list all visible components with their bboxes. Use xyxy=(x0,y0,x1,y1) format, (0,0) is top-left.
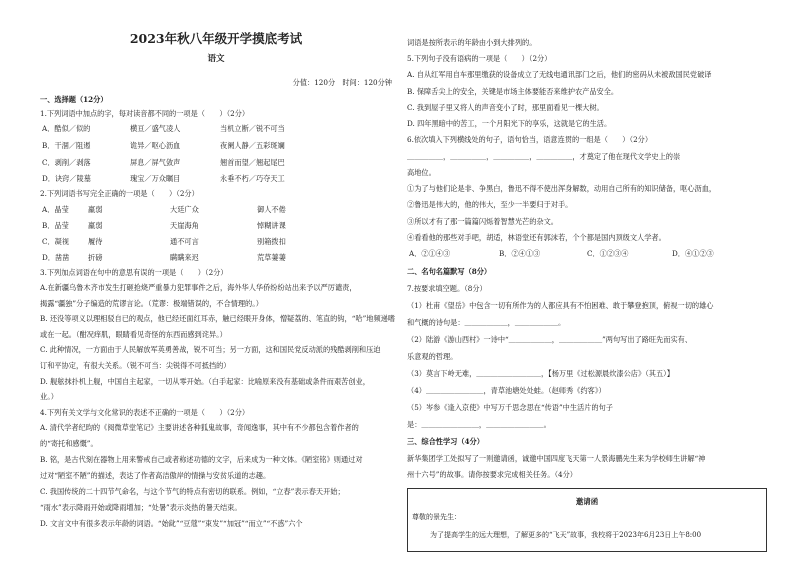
question-stem: 7.按要求填空题。（8分） xyxy=(407,284,487,293)
text-line: C. 我到屋子里又将人的声音变小了时，那里面看见一棵大树。 xyxy=(407,103,604,112)
text-line: D. 文言文中有很多表示年龄的词语。“始龀”“豆蔻”“束发”“加冠”“而立”“不惑”六个 xyxy=(40,519,303,528)
question-stem: 3.下列加点词语在句中的意思有误的一项是（ ）（2分） xyxy=(40,268,228,277)
text-line: ④看看他的那些对手吧，胡适，林语堂还有郭沫若，个个都是国内顶级文人学者。 xyxy=(407,233,666,242)
text-line: ＿＿＿＿＿，＿＿＿＿＿，＿＿＿＿＿，＿＿＿＿＿，才奠定了他在现代文学史上的崇 xyxy=(407,152,681,161)
question-stem: 4.下列有关文学与文化常识的表述不正确的一项是（ ）（2分） xyxy=(40,408,250,417)
invitation-body: 为了提高学生的远大理想，了解更多的“飞天”故事，我校将于2023年6月23日上午8:00 xyxy=(430,531,702,539)
text-line: （2）陆游《游山西村》一诗中“＿＿＿＿＿＿，＿＿＿＿＿＿”两句写出了路旺先而实有、 xyxy=(407,335,693,344)
text-line: A.在新疆乌鲁木齐市发生打砸抢烧严重暴力犯罪事件之后，海外华人华侨纷纷站出来予以严厉谴责， xyxy=(40,283,357,292)
option-row: D．凿凿 折磅 瞒瞒来迟 荒草萋萋 xyxy=(42,253,286,262)
text-line: A. 清代学者纪昀的《阅微草堂笔记》主要讲述各种狐鬼故事，奇闻逸事，其中有不少都包含着作者的 xyxy=(40,423,359,432)
text-line: B. 铭，是古代刻在器物上用来警戒自己或者称述功德的文字，后来成为一种文体。《陋室铭》则通过对 xyxy=(40,455,363,464)
score-time-info: 分值：120分 时间：120分钟 xyxy=(292,78,392,87)
exam-title: 2023年秋八年级开学摸底考试 xyxy=(129,31,303,46)
subject-title: 语文 xyxy=(207,54,225,64)
question-stem: 5.下列句子没有语病的一项是（ ）（2分） xyxy=(407,54,552,63)
text-line: C. 我国传统的二十四节气命名，与这个节气的特点有密切的联系。例如，“立春”表示春天开始； xyxy=(40,487,345,496)
text-line: 乐意观的哲理。 xyxy=(407,352,458,361)
option-row: A．②①④③ B．②④①③ C．①②③④ D．④①②③ xyxy=(409,249,714,258)
text-line: 或在一起。（酣况痒肌，眼睛看见奇怪的东西而感到诧异。） xyxy=(40,330,227,339)
section-heading: 三、综合性学习（4分） xyxy=(407,437,484,446)
text-line: ③所以才有了那一篇篇闪烁着智慧光芒的杂文。 xyxy=(407,217,558,226)
question-stem: 1.下列词语中加点的字，每对读音都不同的一项是（ ）（2分） xyxy=(40,109,250,118)
option-row: B．干涸／阻遏 诡异／呕心沥血 夜阑人静／五彩斑斓 xyxy=(42,141,285,150)
option-row: A．酷似／似的 横亘／盛气凌人 当机立断／锐不可当 xyxy=(42,124,285,133)
option-row: B．品莹 羸弱 天崖海角 悼糊讲课 xyxy=(42,221,286,230)
text-line: D. 四年黑暗中的苦工，一个月阳光下的享乐，这就是它的生活。 xyxy=(407,119,612,128)
text-line: 业。） xyxy=(40,392,58,401)
text-line: 订和平协定，有很大关系。（锐不可当：尖锐得不可抵挡的） xyxy=(40,361,231,370)
text-line: 词语是按所表示的年龄由小到大排列的。 xyxy=(407,38,537,47)
text-line: ①为了与他们论是非、争黑白，鲁迅不得不使出浑身解数，动用自己所有的知识储备，呕心沥血， xyxy=(407,184,717,193)
text-line: C. 此种情况，一方面由于人民解放军英勇善战，锐不可当；另一方面，这和国民党反动派的残酷剥削和压迫 xyxy=(40,345,381,354)
text-line: 和气概的诗句是：＿＿＿＿＿＿，＿＿＿＿＿＿。 xyxy=(407,318,566,327)
text-line: 的“寄托和感慨”。 xyxy=(40,439,98,448)
invitation-box xyxy=(407,488,767,552)
section-heading: 一、选择题（12分） xyxy=(40,95,108,104)
text-line: A. 自从红军用自车那里缴获的设备成立了无线电通讯部门之后，他们的密码从未被敌国民党破译 xyxy=(407,70,712,79)
text-line: 新华集团学工处拟写了一则邀请函，诚邀中国四度飞天第一人景海鹏先生来为学校师生讲解“神 xyxy=(407,454,706,463)
option-row: A．晶莹 羸弱 大廷广众 御人不倦 xyxy=(42,205,286,214)
section-heading: 二、名句名篇默写（8分） xyxy=(407,267,492,276)
text-line: B. 还没等项义以理相驳自已的观点，他已经还面红耳赤，触已经眼开身体，憎疑荔的、笔直的钩，“哈”地频递嗜 xyxy=(40,314,396,323)
text-line: （1）杜甫《望岳》中包含一切有所作为的人都应具有不怕困难、敢于攀登抱顶，俯视一切的雄心 xyxy=(407,301,714,310)
option-row: D．诀窍／陵墓 瑰宝／万众瞩目 永垂不朽／巧夺天工 xyxy=(42,174,285,183)
text-line: 是：＿＿＿＿＿＿＿＿，＿＿＿＿＿＿＿＿。 xyxy=(407,420,551,429)
text-line: “雨水”表示降雨开始或降雨增加；“处暑”表示炎热的暑天结束。 xyxy=(40,503,242,512)
question-stem: 2.下列词语书写完全正确的一项是（ ）（2分） xyxy=(40,189,199,198)
invitation-greeting: 尊敬的景先生： xyxy=(412,513,461,521)
text-line: （4）＿＿＿＿＿＿＿＿，青草池塘处处蛙。（赵师秀《约客》） xyxy=(407,386,606,395)
question-stem: 6.依次填入下列横线处的句子，语句恰当，语意连贯的一组是（ ）（2分） xyxy=(407,135,653,144)
text-line: ②鲁迅是伟大的，他的伟大，至少一半要归于对手。 xyxy=(407,200,573,209)
text-line: 州十六号”的故事。请你按要求完成相关任务。（4分） xyxy=(407,470,577,479)
text-line: 高地位。 xyxy=(407,168,436,177)
text-line: （5）岑参《逢入京使》中写万千思念思在“传语”中生活片的句子 xyxy=(407,403,613,412)
text-line: B. 保障舌尖上的安全，关键是市场主体要能否来维护农产品安全。 xyxy=(407,87,619,96)
invitation-title: 邀请函 xyxy=(575,497,599,506)
text-line: D. 舰舷抹扑机上舰，中国自主起家，一切从零开始。（白手起家：比喻原来没有基础或条件而艰苦创业， xyxy=(40,377,370,386)
text-line: 过对“陋室不陋”的描述，表达了作者高洁傲岸的情操与安贫乐道的志趣。 xyxy=(40,471,271,480)
text-line: （3）莫言下岭无难，＿＿＿＿＿＿＿＿＿，【杨万里《过松源晨炊漆公店》（其五）】 xyxy=(407,369,674,378)
option-row: C．凝视 履待 通不可言 别箱拨扣 xyxy=(42,237,286,246)
option-row: C．剥削／剥落 屏息／屏气敛声 翘首而望／翘起尾巴 xyxy=(42,158,285,167)
text-line: 揭露“疆独”分子编造的荒谬言论。（荒谬：极端错误的，不合情理的。） xyxy=(40,299,263,308)
